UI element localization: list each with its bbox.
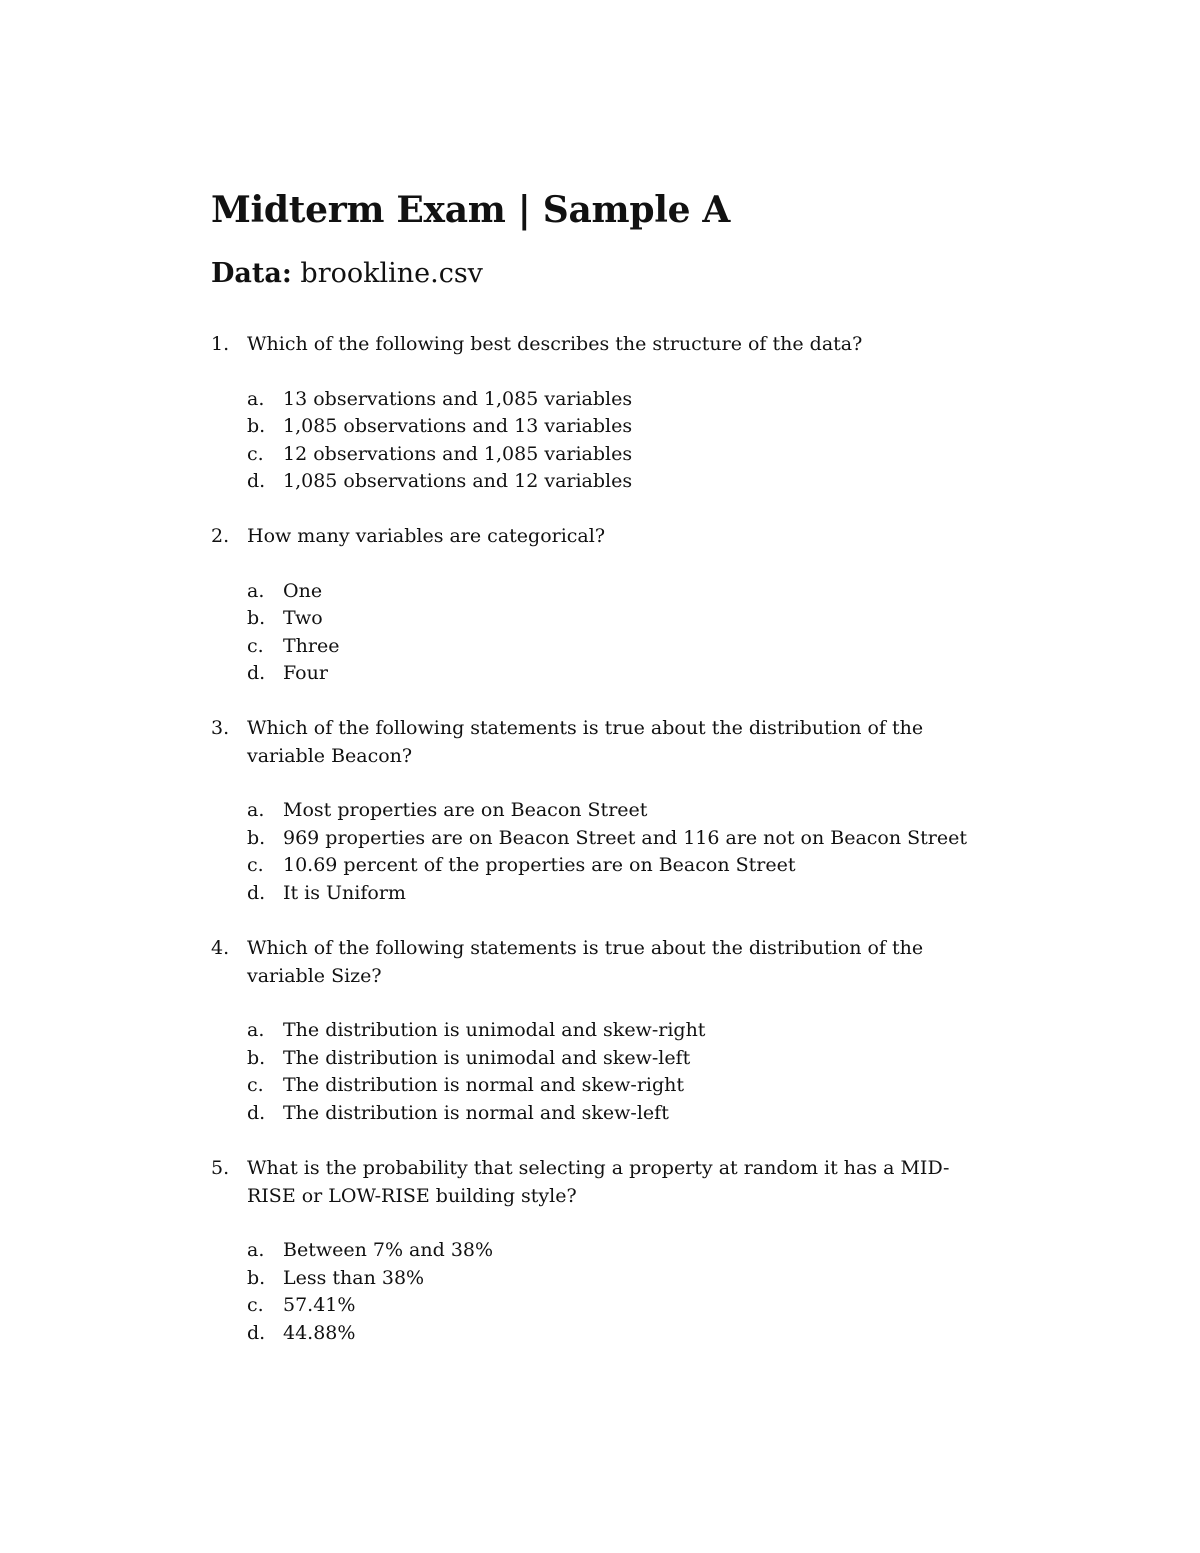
option-text: Four — [283, 662, 328, 684]
question-text: Which of the following statements is true about the distribution of the variable Beacon? — [247, 717, 924, 767]
option-letter: c. — [247, 854, 264, 876]
option-letter: c. — [247, 1294, 264, 1316]
question-number: 5. — [211, 1157, 230, 1179]
question-text: How many variables are categorical? — [247, 525, 606, 547]
question-text: Which of the following statements is true about the distribution of the variable Size? — [247, 937, 924, 987]
answer-option — [211, 386, 991, 414]
option-letter: c. — [247, 1074, 264, 1096]
answer-option — [211, 880, 991, 908]
option-text: It is Uniform — [283, 881, 406, 904]
option-text: Between 7% and 38% — [283, 1239, 494, 1261]
option-letter: a. — [247, 799, 265, 821]
answer-option — [211, 1237, 991, 1265]
option-text: The distribution is unimodal and skew-left — [283, 1046, 691, 1069]
option-text: The distribution is normal and skew-left — [283, 1101, 669, 1124]
question-number: 3. — [211, 717, 230, 739]
data-source-filename: brookline.csv — [291, 258, 483, 289]
question-row — [211, 1155, 991, 1210]
question-row — [211, 935, 991, 990]
document-content — [211, 186, 1011, 1344]
answer-option — [211, 1265, 991, 1293]
option-letter: c. — [247, 442, 264, 465]
option-text: The distribution is normal and skew-right — [283, 1074, 685, 1096]
option-letter: d. — [247, 1101, 266, 1124]
question-item — [211, 935, 991, 1127]
answer-options — [211, 1237, 991, 1347]
option-letter: b. — [247, 1046, 266, 1069]
option-letter: b. — [247, 826, 266, 849]
option-text: 44.88% — [283, 1321, 356, 1344]
question-item — [211, 715, 991, 907]
option-letter: b. — [247, 607, 266, 629]
option-text: The distribution is unimodal and skew-right — [283, 1019, 706, 1041]
option-letter: a. — [247, 1019, 265, 1041]
option-text: Two — [283, 607, 323, 629]
answer-options — [211, 1017, 991, 1127]
question-item — [211, 331, 991, 496]
option-text: 10.69 percent of the properties are on Beacon Street — [283, 854, 796, 876]
question-item — [211, 523, 991, 688]
answer-option — [211, 1072, 991, 1100]
option-text: Three — [283, 634, 340, 657]
option-letter: a. — [247, 1239, 265, 1261]
page-title: Midterm Exam | Sample A — [211, 189, 731, 231]
answer-option — [211, 797, 991, 825]
answer-option — [211, 852, 991, 880]
option-letter: d. — [247, 470, 266, 492]
question-row — [211, 715, 991, 770]
question-item — [211, 1155, 991, 1347]
option-text: 12 observations and 1,085 variables — [283, 442, 633, 465]
option-letter: d. — [247, 1321, 266, 1344]
option-letter: d. — [247, 881, 266, 904]
answer-option — [211, 605, 991, 633]
option-text: 969 properties are on Beacon Street and 116 are not on Beacon Street — [283, 826, 967, 849]
answer-options — [211, 386, 991, 496]
answer-options — [211, 797, 991, 907]
answer-option — [211, 468, 991, 496]
option-text: 1,085 observations and 13 variables — [283, 415, 633, 437]
answer-option — [211, 1292, 991, 1320]
question-number: 1. — [211, 333, 230, 355]
question-number: 2. — [211, 525, 230, 547]
data-source-line — [211, 256, 1011, 292]
question-row — [211, 523, 991, 551]
option-text: 1,085 observations and 12 variables — [283, 470, 633, 492]
answer-options — [211, 578, 991, 688]
answer-option — [211, 578, 991, 606]
option-text: Less than 38% — [283, 1266, 425, 1289]
answer-option — [211, 1045, 991, 1073]
option-letter: a. — [247, 387, 265, 410]
option-letter: d. — [247, 662, 266, 684]
option-letter: b. — [247, 1266, 266, 1289]
answer-option — [211, 633, 991, 661]
option-text: 13 observations and 1,085 variables — [283, 387, 633, 410]
option-text: Most properties are on Beacon Street — [283, 799, 648, 821]
option-letter: c. — [247, 634, 264, 657]
option-text: One — [283, 579, 323, 602]
option-letter: a. — [247, 579, 265, 602]
answer-option — [211, 1320, 991, 1348]
question-text: Which of the following best describes the structure of the data? — [247, 333, 863, 355]
answer-option — [211, 825, 991, 853]
answer-option — [211, 413, 991, 441]
option-letter: b. — [247, 415, 266, 437]
question-row — [211, 331, 991, 359]
data-source-label: Data: — [211, 258, 292, 289]
answer-option — [211, 660, 991, 688]
answer-option — [211, 1100, 991, 1128]
answer-option — [211, 1017, 991, 1045]
question-text: What is the probability that selecting a property at random it has a MID-RISE or LOW-RISE building style? — [247, 1157, 950, 1207]
answer-option — [211, 441, 991, 469]
option-text: 57.41% — [283, 1294, 356, 1316]
question-number: 4. — [211, 937, 230, 959]
